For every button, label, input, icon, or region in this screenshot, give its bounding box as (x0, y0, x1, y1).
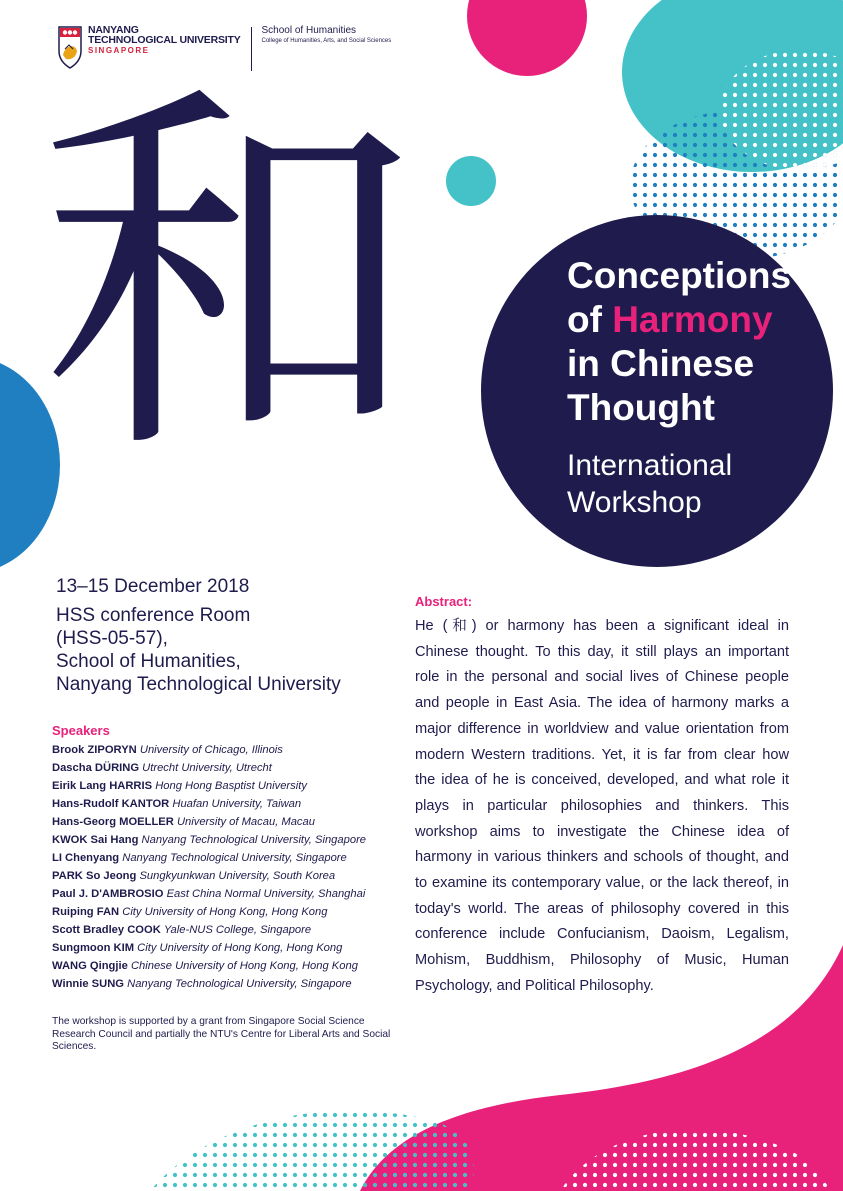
speaker-name: Paul J. D'AMBROSIO (52, 888, 164, 900)
speaker-name: LI Chenyang (52, 852, 120, 864)
speaker-affiliation: Yale-NUS College, Singapore (163, 924, 312, 936)
teal-circle-small (446, 156, 496, 206)
title-line4: Thought (567, 387, 715, 428)
speaker-item (52, 741, 392, 759)
speaker-affiliation: Utrecht University, Utrecht (142, 762, 272, 774)
speaker-name: Sungmoon KIM (52, 942, 135, 954)
support-note: The workshop is supported by a grant from Singapore Social Science Research Council and partially the NTU's Centre for Liberal Arts and Social Sciences. (52, 1016, 391, 1052)
poster-subtitle (567, 447, 807, 521)
speaker-name: Scott Bradley COOK (52, 924, 161, 936)
speaker-item (52, 849, 392, 867)
university-name-line1: NANYANG (88, 24, 139, 36)
speaker-name: Ruiping FAN (52, 906, 120, 918)
subtitle-line1: International (567, 449, 733, 482)
speaker-affiliation: Nanyang Technological University, Singapore (127, 978, 352, 990)
speaker-item (52, 795, 392, 813)
venue-line3: School of Humanities, (56, 651, 241, 672)
title-of: of (567, 299, 613, 340)
speaker-item (52, 957, 392, 975)
title-line2 (567, 298, 827, 342)
speaker-affiliation: East China Normal University, Shanghai (166, 888, 366, 900)
event-info (56, 575, 396, 696)
speaker-item (52, 759, 392, 777)
speaker-name: WANG Qingjie (52, 960, 128, 972)
speaker-name: Eirik Lang HARRIS (52, 780, 153, 792)
teal-dots-bottom (150, 1111, 474, 1191)
speaker-name: Winnie SUNG (52, 978, 124, 990)
venue-line2: (HSS-05-57), (56, 628, 168, 649)
speaker-name: KWOK Sai Hang (52, 834, 139, 846)
speaker-item (52, 903, 392, 921)
speaker-affiliation: Chinese University of Hong Kong, Hong Kong (130, 960, 358, 972)
speaker-name: Hans-Georg MOELLER (52, 816, 174, 828)
speaker-name: PARK So Jeong (52, 870, 137, 882)
speaker-name: Dascha DÜRING (52, 762, 140, 774)
speaker-name: Brook ZIPORYN (52, 744, 137, 756)
speaker-affiliation: City University of Hong Kong, Hong Kong (122, 906, 328, 918)
speaker-item (52, 777, 392, 795)
school-block (262, 25, 392, 47)
speaker-item (52, 885, 392, 903)
title-highlight: Harmony (612, 299, 773, 340)
speaker-item (52, 813, 392, 831)
speaker-affiliation: City University of Hong Kong, Hong Kong (137, 942, 343, 954)
college-name: College of Humanities, Arts, and Social Sciences (261, 38, 392, 44)
speaker-item (52, 975, 392, 993)
venue-line1: HSS conference Room (56, 605, 251, 626)
pink-circle-top (467, 0, 587, 76)
title-line1: Conceptions (567, 255, 792, 296)
speaker-name: Hans-Rudolf KANTOR (52, 798, 170, 810)
speaker-affiliation: University of Macau, Macau (176, 816, 315, 828)
subtitle-line2: Workshop (567, 486, 702, 519)
speaker-affiliation: Nanyang Technological University, Singapore (122, 852, 347, 864)
speaker-affiliation: Hong Hong Basptist University (155, 780, 307, 792)
speaker-affiliation: Huafan University, Taiwan (172, 798, 302, 810)
abstract-heading: Abstract: (415, 594, 473, 609)
speaker-affiliation: Sungkyunkwan University, South Korea (139, 870, 336, 882)
speaker-item (52, 867, 392, 885)
speaker-affiliation: Nanyang Technological University, Singapore (141, 834, 367, 846)
event-date: 13–15 December 2018 (56, 576, 250, 597)
university-name-line2: TECHNOLOGICAL UNIVERSITY (88, 34, 241, 46)
speaker-item (52, 939, 392, 957)
speaker-item (52, 831, 392, 849)
university-name-line3: SINGAPORE (88, 46, 150, 55)
speaker-item (52, 921, 392, 939)
speakers-list (52, 741, 392, 993)
poster-title (567, 254, 827, 430)
speakers-heading: Speakers (52, 723, 110, 738)
school-name: School of Humanities (261, 25, 357, 36)
abstract-body: He (和) or harmony has been a significant ideal in Chinese thought. To this day, it still plays an important role in the personal and social lives of Chinese people and people in East Asia. The idea of harmony marks a major difference in worldview and value orientation from modern Western traditions. Yet, it is far from clear how the idea of he is conceived, developed, and what role it plays in particular philosophies and thinkers. This workshop aims to investigate the Chinese idea of harmony in various thinkers and schools of thought, and to examine its contemporary value, or the lack thereof, in today's world. The areas of philosophy covered in this conference include Confucianism, Daoism, Legalism, Mohism, Buddhism, Philosophy of Music, Human Psychology, and Political Philosophy. (415, 618, 789, 994)
title-line3: in Chinese (567, 343, 755, 384)
speaker-affiliation: University of Chicago, Illinois (139, 744, 283, 756)
hero-character: 和 (40, 54, 424, 501)
venue-line4: Nanyang Technological University (56, 674, 341, 695)
